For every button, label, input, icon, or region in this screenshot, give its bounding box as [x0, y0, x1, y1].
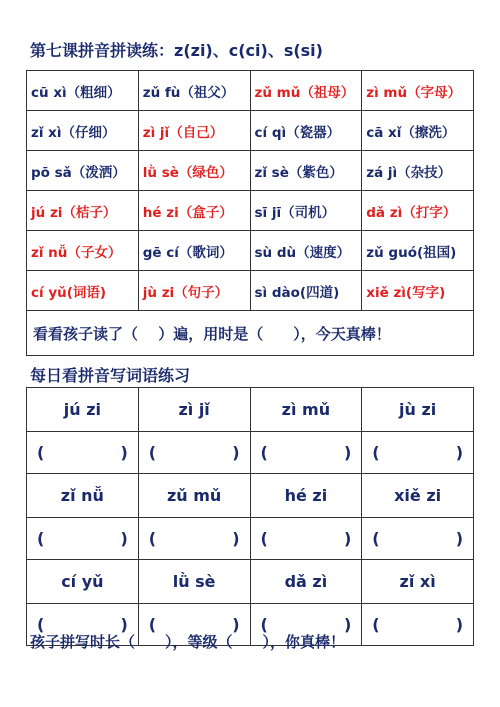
word-cell: sī jī（司机） [250, 191, 362, 231]
answer-box[interactable] [362, 604, 474, 646]
reading-row [27, 71, 474, 111]
close-paren: ) [343, 615, 352, 634]
word-cell: zǔ guó(祖国) [362, 231, 474, 271]
word-cell: sì dào(四道) [250, 271, 362, 311]
close-paren: ) [232, 615, 240, 634]
open-paren: ( [37, 529, 45, 548]
close-paren: ) [120, 615, 128, 634]
pinyin-cell: cí yǔ [27, 560, 139, 604]
pinyin-row [27, 474, 474, 518]
close-paren: ) [343, 529, 352, 548]
answer-box[interactable] [27, 432, 139, 474]
word-cell: zǔ fù（祖父） [138, 71, 250, 111]
word-cell: hé zi（盒子） [138, 191, 250, 231]
word-cell: dǎ zì（打字） [362, 191, 474, 231]
answer-box[interactable] [138, 432, 250, 474]
close-paren: ) [455, 443, 463, 462]
pinyin-cell: zǐ nǚ [27, 474, 139, 518]
close-paren: ) [455, 529, 463, 548]
pinyin-cell: jú zi [27, 388, 139, 432]
word-cell: pō sǎ（泼洒） [27, 151, 139, 191]
close-paren: ) [343, 443, 352, 462]
answer-row [27, 432, 474, 474]
pinyin-cell: lǜ sè [138, 560, 250, 604]
word-cell: cí yǔ(词语) [27, 271, 139, 311]
open-paren: ( [148, 529, 157, 548]
pinyin-row [27, 560, 474, 604]
close-paren: ) [120, 443, 128, 462]
open-paren: ( [372, 529, 380, 548]
word-cell: zì jǐ（自己） [138, 111, 250, 151]
open-paren: ( [148, 443, 157, 462]
reading-row [27, 111, 474, 151]
word-cell: zì mǔ（字母） [362, 71, 474, 111]
word-cell: lǜ sè（绿色） [138, 151, 250, 191]
pinyin-cell: zǔ mǔ [138, 474, 250, 518]
open-paren: ( [37, 615, 45, 634]
word-cell: zá jì（杂技） [362, 151, 474, 191]
word-cell: jù zi（句子） [138, 271, 250, 311]
pinyin-cell: jù zi [362, 388, 474, 432]
close-paren: ) [232, 443, 240, 462]
close-paren: ) [455, 615, 463, 634]
pinyin-row [27, 388, 474, 432]
answer-box[interactable] [27, 518, 139, 560]
pinyin-cell: hé zi [250, 474, 362, 518]
reading-footer-row [27, 311, 474, 356]
word-cell: zǐ sè（紫色） [250, 151, 362, 191]
reading-record-line: 看看孩子读了（ ）遍，用时是（ ），今天真棒！ [27, 311, 474, 356]
word-cell: zǐ nǚ（子女） [27, 231, 139, 271]
pinyin-cell: zì mǔ [250, 388, 362, 432]
close-paren: ) [232, 529, 240, 548]
reading-row [27, 231, 474, 271]
word-cell: cā xǐ（擦洗） [362, 111, 474, 151]
reading-row [27, 151, 474, 191]
open-paren: ( [260, 615, 268, 634]
word-cell: jú zi（桔子） [27, 191, 139, 231]
answer-row [27, 518, 474, 560]
open-paren: ( [260, 529, 268, 548]
open-paren: ( [37, 443, 45, 462]
answer-box[interactable] [250, 518, 362, 560]
word-cell: zǐ xì（仔细） [27, 111, 139, 151]
word-cell: cí qì（瓷器） [250, 111, 362, 151]
writing-section-title: 每日看拼音写词语练习 [30, 366, 191, 385]
open-paren: ( [260, 443, 268, 462]
pinyin-cell: zǐ xì [362, 560, 474, 604]
reading-row [27, 191, 474, 231]
word-cell: zǔ mǔ（祖母） [250, 71, 362, 111]
close-paren: ) [120, 529, 128, 548]
reading-table [26, 70, 474, 356]
word-cell: gē cí（歌词） [138, 231, 250, 271]
open-paren: ( [372, 443, 380, 462]
spelling-duration-line: 孩子拼写时长（ ），等级（ ），你真棒！ [30, 633, 346, 651]
reading-row [27, 271, 474, 311]
answer-box[interactable] [362, 518, 474, 560]
open-paren: ( [148, 615, 157, 634]
answer-box[interactable] [362, 432, 474, 474]
pinyin-cell: xiě zi [362, 474, 474, 518]
writing-table [26, 387, 474, 646]
page-title: 第七课拼音拼读练：z(zi)、c(ci)、s(si) [30, 41, 323, 60]
open-paren: ( [372, 615, 380, 634]
word-cell: cū xì（粗细） [27, 71, 139, 111]
pinyin-cell: zì jǐ [138, 388, 250, 432]
answer-box[interactable] [138, 518, 250, 560]
pinyin-cell: dǎ zì [250, 560, 362, 604]
word-cell: xiě zì(写字) [362, 271, 474, 311]
word-cell: sù dù（速度） [250, 231, 362, 271]
answer-box[interactable] [250, 432, 362, 474]
